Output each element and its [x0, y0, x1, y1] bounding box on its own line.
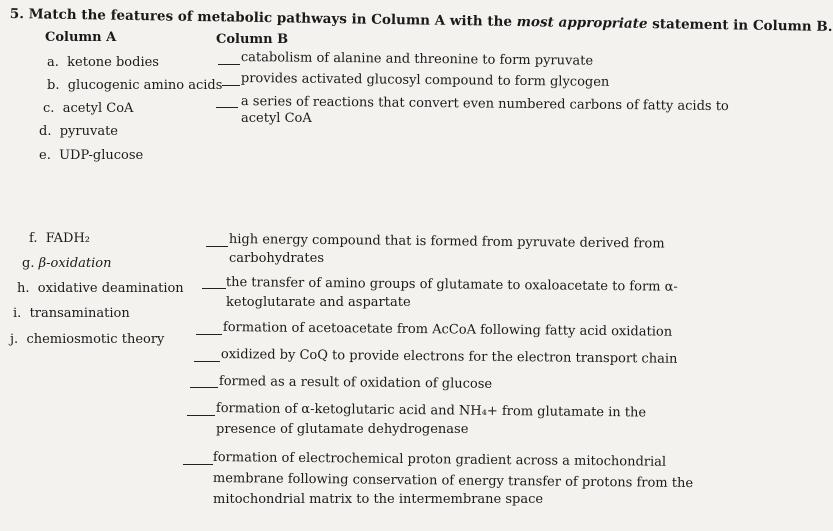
answer-blank[interactable] [218, 64, 240, 65]
question-text [10, 6, 833, 35]
answer-blank[interactable] [187, 415, 215, 416]
question-text-start: Match the features of metabolic pathways in Column A with the [28, 6, 517, 30]
answer-blank[interactable] [183, 464, 213, 465]
col-a-item-e: e. UDP-glucose [39, 148, 144, 163]
col-b-item: formed as a result of oxidation of glucose [218, 374, 493, 392]
col-b-item: provides activated glucosyl compound to form glycogen [240, 71, 610, 90]
col-b-item: oxidized by CoQ to provide electrons for the electron transport chain [220, 347, 678, 367]
col-a-item-b: b. glucogenic amino acids [47, 78, 223, 93]
answer-blank[interactable] [206, 246, 228, 247]
col-b-item: the transfer of amino groups of glutamate to oxaloacetate to form α- [225, 275, 678, 295]
answer-blank[interactable] [194, 361, 220, 362]
col-a-item-h: h. oxidative deamination [17, 281, 184, 296]
answer-blank[interactable] [216, 107, 238, 108]
col-b-item: high energy compound that is formed from pyruvate derived from [228, 232, 665, 252]
col-a-item-c: c. acetyl CoA [43, 101, 134, 116]
col-b-item-cont: carbohydrates [229, 251, 324, 266]
question-number: 5. [9, 6, 25, 23]
col-a-item-f: f. FADH₂ [29, 231, 90, 246]
column-a-header: Column A [45, 30, 117, 45]
col-b-item: formation of α-ketoglutaric acid and NH₄+ from glutamate in the [215, 401, 647, 421]
col-b-item-cont: presence of glutamate dehydrogenase [216, 422, 469, 437]
col-b-item: formation of acetoacetate from AcCoA following fatty acid oxidation [222, 320, 673, 340]
col-b-item: catabolism of alanine and threonine to form pyruvate [240, 50, 594, 69]
col-b-item-cont: acetyl CoA [241, 111, 312, 126]
answer-blank[interactable] [202, 288, 226, 289]
col-a-item-j: j. chemiosmotic theory [10, 332, 165, 347]
question-emphasis: most appropriate [516, 13, 648, 33]
answer-blank[interactable] [190, 387, 218, 388]
col-b-item: formation of electrochemical proton gradient across a mitochondrial [212, 450, 667, 470]
answer-blank[interactable] [196, 334, 222, 335]
col-a-item-g: g. β-oxidation [22, 256, 112, 271]
col-a-item-d: d. pyruvate [39, 124, 118, 139]
col-a-item-a: a. ketone bodies [47, 55, 159, 70]
answer-blank[interactable] [222, 85, 240, 86]
col-a-item-i: i. transamination [13, 306, 130, 321]
col-b-item-cont: ketoglutarate and aspartate [226, 295, 411, 310]
question-text-end: statement in Column B. [647, 16, 833, 35]
col-b-item: a series of reactions that convert even numbered carbons of fatty acids to [240, 94, 729, 115]
column-b-header: Column B [216, 32, 289, 47]
col-b-item-cont: membrane following conservation of energy transfer of protons from the [212, 471, 694, 492]
col-b-item-cont: mitochondrial matrix to the intermembrane space [213, 492, 544, 507]
